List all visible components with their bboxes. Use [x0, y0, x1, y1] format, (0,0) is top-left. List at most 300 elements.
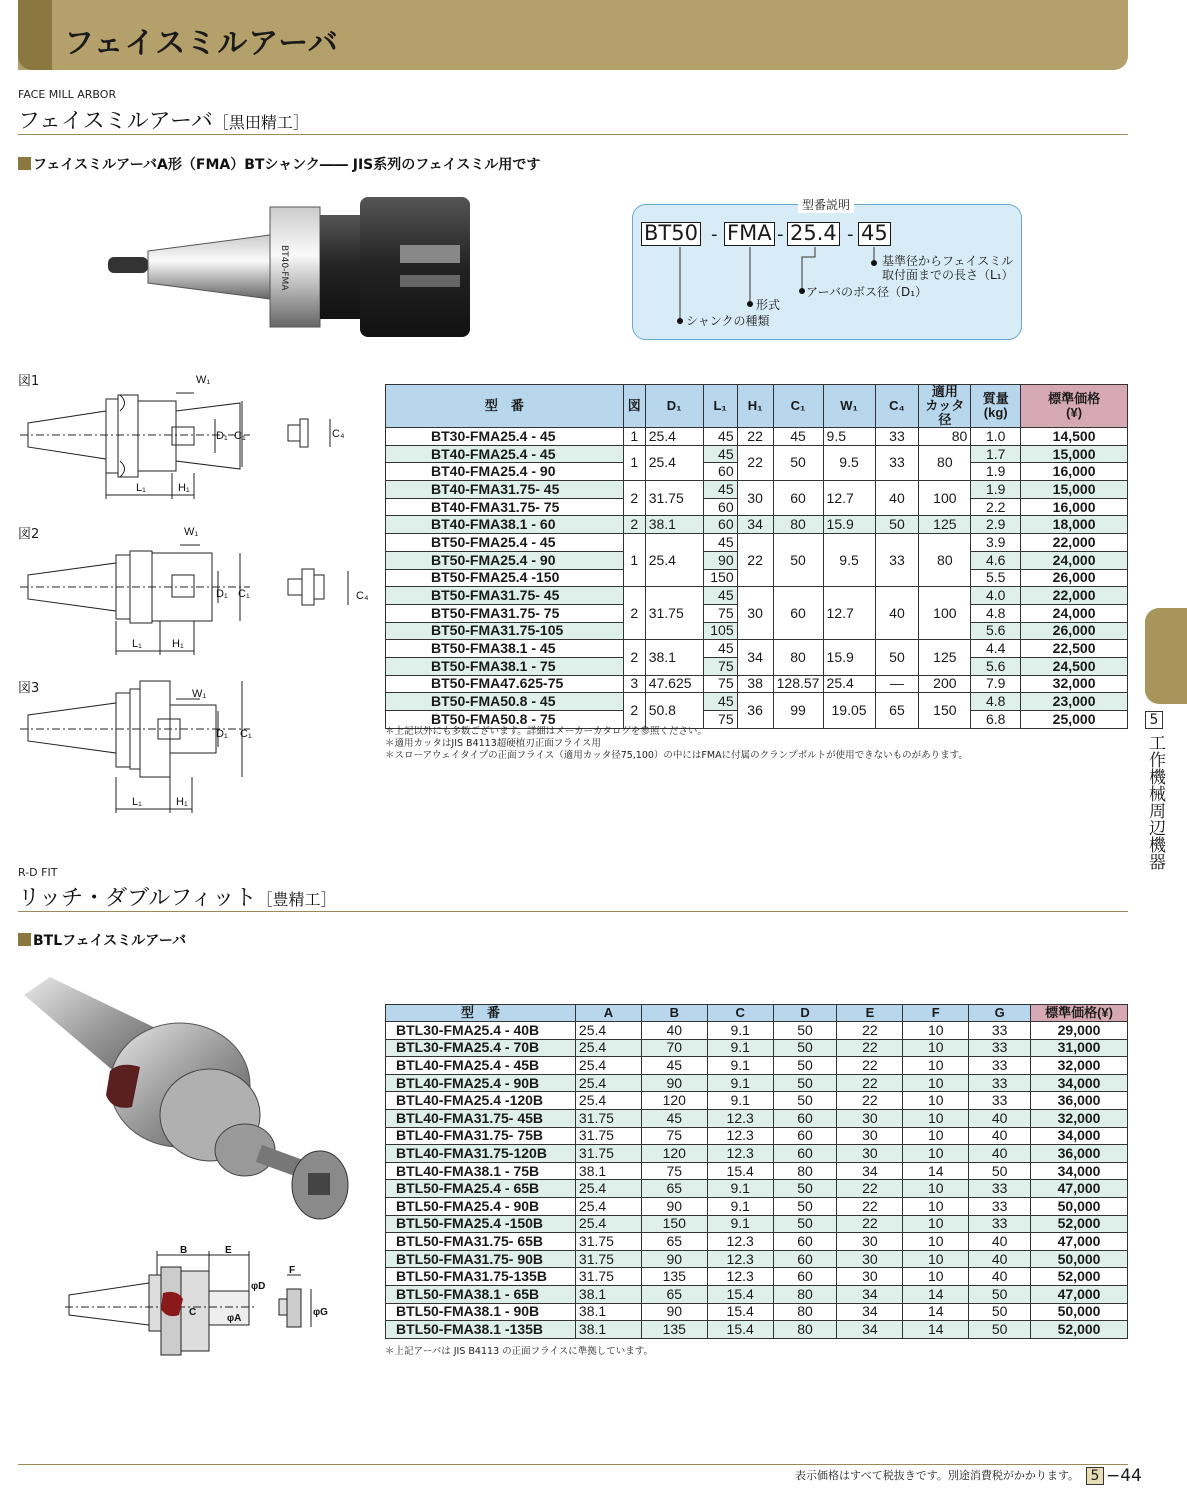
cell-d: 80	[773, 1303, 837, 1321]
cell-e: 22	[837, 1074, 903, 1092]
th-cutter-2: カッタ径	[925, 398, 965, 427]
th-mass-1: 質量	[982, 391, 1009, 406]
fig3-l1: L₁	[132, 796, 142, 808]
cell-f: 10	[903, 1039, 969, 1057]
cell-f: 10	[903, 1233, 969, 1251]
fig1-label: 図1	[18, 374, 40, 389]
cell-h1: 22	[737, 534, 773, 587]
cell-cutter: 100	[919, 481, 971, 516]
table-row	[386, 1022, 1128, 1040]
cell-f: 10	[903, 1092, 969, 1110]
cell-price: 16,000	[1021, 463, 1128, 481]
section1-en: FACE MILL ARBOR	[18, 88, 117, 101]
cell-c1: 80	[773, 640, 823, 675]
cell-d1: 31.75	[645, 481, 703, 516]
fig3-w1: W₁	[192, 688, 207, 700]
th-e: E	[837, 1005, 903, 1022]
cell-e: 22	[837, 1197, 903, 1215]
cell-mass: 1.7	[971, 445, 1021, 463]
cell-b: 40	[641, 1022, 707, 1040]
table-row	[386, 1197, 1128, 1215]
cell-price: 26,000	[1021, 569, 1128, 587]
cell-c: 9.1	[707, 1215, 773, 1233]
cell-l1: 45	[703, 587, 737, 605]
cell-model: BTL40-FMA38.1 - 75B	[386, 1162, 576, 1180]
cell-a: 31.75	[575, 1127, 641, 1145]
chapter-name: 工作機械周辺機器	[1145, 734, 1165, 870]
th-cutter	[919, 385, 971, 428]
th-price: 標準価格(¥)	[1031, 1005, 1128, 1022]
cell-price: 52,000	[1031, 1268, 1128, 1286]
cell-f: 10	[903, 1109, 969, 1127]
cell-f: 14	[903, 1303, 969, 1321]
th-model: 型 番	[386, 385, 624, 428]
cell-a: 38.1	[575, 1321, 641, 1339]
fig1-c1: C₁	[234, 430, 246, 442]
cell-price: 14,500	[1021, 428, 1128, 446]
cell-model: BT50-FMA50.8 - 45	[386, 693, 624, 711]
cell-g: 40	[969, 1145, 1031, 1163]
cell-g: 40	[969, 1268, 1031, 1286]
section2-subhead-text: BTLフェイスミルアーバ	[33, 933, 187, 949]
cell-c: 12.3	[707, 1268, 773, 1286]
cell-l1: 60	[703, 463, 737, 481]
cell-price: 47,000	[1031, 1285, 1128, 1303]
cell-f: 14	[903, 1162, 969, 1180]
fma-spec-table	[385, 384, 1128, 729]
fig-c: C	[189, 1307, 197, 1318]
cell-d: 60	[773, 1233, 837, 1251]
cell-fig: 2	[623, 481, 645, 516]
cell-d: 50	[773, 1215, 837, 1233]
th-h1: H₁	[737, 385, 773, 428]
section1-subhead-text: フェイスミルアーバA形（FMA）BTシャンク―― JIS系列のフェイスミル用です	[33, 157, 541, 173]
cell-mass: 5.6	[971, 657, 1021, 675]
cell-f: 10	[903, 1268, 969, 1286]
cell-g: 50	[969, 1162, 1031, 1180]
cell-d1: 38.1	[645, 516, 703, 534]
cell-f: 10	[903, 1022, 969, 1040]
cell-price: 36,000	[1031, 1092, 1128, 1110]
cell-l1: 90	[703, 551, 737, 569]
fig-e: E	[225, 1245, 232, 1256]
cell-model: BT50-FMA25.4 - 45	[386, 534, 624, 552]
cell-e: 22	[837, 1092, 903, 1110]
cell-model: BTL50-FMA25.4 -150B	[386, 1215, 576, 1233]
cell-f: 10	[903, 1180, 969, 1198]
cell-h1: 30	[737, 587, 773, 640]
cell-d: 60	[773, 1145, 837, 1163]
cell-f: 10	[903, 1215, 969, 1233]
code-sep-3: -	[847, 224, 854, 245]
note-length-1: 基準径からフェイスミル	[882, 254, 1014, 268]
cell-w1: 12.7	[823, 587, 875, 640]
cell-g: 33	[969, 1197, 1031, 1215]
cell-model: BTL30-FMA25.4 - 70B	[386, 1039, 576, 1057]
section1-jp: フェイスミルアーバ	[18, 109, 213, 134]
cell-d1: 47.625	[645, 675, 703, 693]
cell-a: 38.1	[575, 1285, 641, 1303]
cell-fig: 1	[623, 428, 645, 446]
cell-c4: 50	[875, 640, 919, 675]
th-model: 型 番	[386, 1005, 576, 1022]
th-c4: C₄	[875, 385, 919, 428]
cell-l1: 75	[703, 657, 737, 675]
cell-cutter: 125	[919, 640, 971, 675]
cell-model: BT40-FMA25.4 - 45	[386, 445, 624, 463]
cell-fig: 1	[623, 445, 645, 480]
cell-price: 47,000	[1031, 1180, 1128, 1198]
btl-dimension-drawing	[65, 1245, 335, 1365]
cell-a: 25.4	[575, 1197, 641, 1215]
table-row	[386, 445, 1128, 463]
th-d1: D₁	[645, 385, 703, 428]
cell-fig: 2	[623, 693, 645, 728]
cell-a: 25.4	[575, 1057, 641, 1075]
cell-a: 25.4	[575, 1215, 641, 1233]
cell-a: 31.75	[575, 1109, 641, 1127]
cell-e: 30	[837, 1250, 903, 1268]
cell-model: BTL40-FMA31.75- 75B	[386, 1127, 576, 1145]
cell-e: 22	[837, 1022, 903, 1040]
cell-model: BT50-FMA25.4 -150	[386, 569, 624, 587]
th-a: A	[575, 1005, 641, 1022]
cell-c4: 33	[875, 445, 919, 480]
th-price	[1021, 385, 1128, 428]
cell-h1: 22	[737, 445, 773, 480]
cell-price: 32,000	[1031, 1057, 1128, 1075]
cell-f: 10	[903, 1145, 969, 1163]
cell-price: 24,000	[1021, 604, 1128, 622]
cell-f: 10	[903, 1074, 969, 1092]
th-d: D	[773, 1005, 837, 1022]
cell-d1: 25.4	[645, 445, 703, 480]
code-type: FMA	[724, 222, 775, 246]
table-row	[386, 1092, 1128, 1110]
th-l1: L₁	[703, 385, 737, 428]
cell-price: 50,000	[1031, 1303, 1128, 1321]
table-row	[386, 693, 1128, 711]
section1-subhead	[18, 154, 540, 174]
cell-w1: 9.5	[823, 445, 875, 480]
cell-c: 9.1	[707, 1039, 773, 1057]
cell-e: 34	[837, 1321, 903, 1339]
cell-fig: 2	[623, 516, 645, 534]
cell-b: 120	[641, 1092, 707, 1110]
header-accent	[18, 0, 52, 70]
cell-model: BTL50-FMA25.4 - 90B	[386, 1197, 576, 1215]
table-row	[386, 1285, 1128, 1303]
note-length-2: 取付面までの長さ（L₁）	[882, 268, 1014, 282]
section2-en: R-D FIT	[18, 866, 58, 879]
cell-mass: 5.5	[971, 569, 1021, 587]
cell-model: BT50-FMA38.1 - 75	[386, 657, 624, 675]
cell-c: 9.1	[707, 1092, 773, 1110]
cell-g: 40	[969, 1250, 1031, 1268]
cell-a: 38.1	[575, 1162, 641, 1180]
th-w1: W₁	[823, 385, 875, 428]
cell-price: 47,000	[1031, 1233, 1128, 1251]
cell-model: BT50-FMA31.75- 75	[386, 604, 624, 622]
btl-spec-table	[385, 1004, 1128, 1339]
section1-rule	[18, 134, 1128, 135]
cell-d: 50	[773, 1039, 837, 1057]
cell-mass: 1.9	[971, 481, 1021, 499]
page-number: −44	[1106, 1466, 1142, 1486]
cell-a: 25.4	[575, 1022, 641, 1040]
chapter-number: 5	[1145, 711, 1163, 729]
cell-cutter: 125	[919, 516, 971, 534]
note-line: ＊上記以外にも多数ございます。詳細はメーカーカタログを参照ください。	[385, 726, 707, 737]
cell-c: 12.3	[707, 1233, 773, 1251]
cell-fig: 3	[623, 675, 645, 693]
cell-g: 50	[969, 1321, 1031, 1339]
cell-model: BTL50-FMA38.1 - 65B	[386, 1285, 576, 1303]
th-cutter-1: 適用	[931, 384, 958, 399]
cell-w1: 15.9	[823, 516, 875, 534]
cell-l1: 45	[703, 445, 737, 463]
cell-c1: 50	[773, 534, 823, 587]
cell-price: 22,000	[1021, 534, 1128, 552]
cell-price: 34,000	[1031, 1074, 1128, 1092]
cell-mass: 3.9	[971, 534, 1021, 552]
cell-e: 30	[837, 1233, 903, 1251]
table2-note: ＊上記アーバは JIS B4113 の正面フライスに準拠しています。	[385, 1346, 653, 1357]
cell-fig: 2	[623, 640, 645, 675]
note-type: 形式	[756, 298, 781, 312]
cell-c: 15.4	[707, 1303, 773, 1321]
cell-mass: 2.9	[971, 516, 1021, 534]
cell-w1: 12.7	[823, 481, 875, 516]
cell-l1: 45	[703, 534, 737, 552]
cell-c4: 65	[875, 693, 919, 728]
cell-l1: 45	[703, 481, 737, 499]
cell-d: 80	[773, 1285, 837, 1303]
cell-l1: 60	[703, 516, 737, 534]
cell-model: BTL40-FMA25.4 - 90B	[386, 1074, 576, 1092]
cell-b: 135	[641, 1321, 707, 1339]
cell-g: 40	[969, 1127, 1031, 1145]
fig2-c1: C₁	[238, 588, 250, 600]
th-b: B	[641, 1005, 707, 1022]
cell-l1: 45	[703, 693, 737, 711]
cell-price: 15,000	[1021, 481, 1128, 499]
fig-d: φD	[251, 1281, 266, 1292]
table-row	[386, 1074, 1128, 1092]
cell-g: 50	[969, 1285, 1031, 1303]
cell-l1: 60	[703, 498, 737, 516]
fig2-h1: H₁	[172, 638, 184, 650]
cell-model: BT50-FMA31.75-105	[386, 622, 624, 640]
cell-d: 80	[773, 1162, 837, 1180]
cell-mass: 4.0	[971, 587, 1021, 605]
cell-fig: 2	[623, 587, 645, 640]
fig3-d1: D₁	[216, 728, 228, 740]
cell-f: 10	[903, 1127, 969, 1145]
cell-l1: 105	[703, 622, 737, 640]
cell-f: 10	[903, 1250, 969, 1268]
cell-w1: 9.5	[823, 428, 875, 446]
cell-model: BTL30-FMA25.4 - 40B	[386, 1022, 576, 1040]
fig2-w1: W₁	[184, 526, 199, 538]
cell-price: 16,000	[1021, 498, 1128, 516]
footer-note: 表示価格はすべて税抜きです。別途消費税がかかります。	[795, 1469, 1080, 1482]
cell-h1: 34	[737, 640, 773, 675]
cell-c: 12.3	[707, 1127, 773, 1145]
cell-a: 38.1	[575, 1303, 641, 1321]
code-length: 45	[858, 222, 891, 246]
square-bullet-icon	[18, 933, 31, 946]
cell-a: 31.75	[575, 1145, 641, 1163]
cell-model: BTL50-FMA31.75- 65B	[386, 1233, 576, 1251]
cell-mass: 1.9	[971, 463, 1021, 481]
cell-a: 25.4	[575, 1180, 641, 1198]
cell-model: BT50-FMA38.1 - 45	[386, 640, 624, 658]
table-row	[386, 428, 1128, 446]
cell-model: BT40-FMA25.4 - 90	[386, 463, 624, 481]
th-price-2: (¥)	[1066, 405, 1083, 420]
table-row	[386, 1109, 1128, 1127]
cell-model: BT30-FMA25.4 - 45	[386, 428, 624, 446]
face-mill-arbor-photo	[100, 185, 480, 345]
cell-d: 60	[773, 1127, 837, 1145]
table1-notes	[385, 726, 968, 762]
cell-c: 15.4	[707, 1321, 773, 1339]
fig1-h1: H₁	[178, 482, 190, 494]
cell-mass: 4.8	[971, 693, 1021, 711]
cell-cutter: 80	[919, 534, 971, 587]
table-row	[386, 481, 1128, 499]
fig2-label: 図2	[18, 527, 40, 542]
cell-d: 50	[773, 1074, 837, 1092]
cell-price: 15,000	[1021, 445, 1128, 463]
cell-h1: 34	[737, 516, 773, 534]
cell-model: BTL40-FMA25.4 - 45B	[386, 1057, 576, 1075]
cell-price: 25,000	[1021, 711, 1128, 729]
code-sep-2: -	[777, 224, 784, 245]
section1-maker: ［黒田精工］	[212, 113, 309, 132]
cell-c: 12.3	[707, 1145, 773, 1163]
cell-price: 50,000	[1031, 1197, 1128, 1215]
th-mass	[971, 385, 1021, 428]
th-mass-2: (kg)	[983, 405, 1008, 420]
table-row	[386, 675, 1128, 693]
cell-w1: 9.5	[823, 534, 875, 587]
cell-e: 34	[837, 1162, 903, 1180]
th-fig: 図	[623, 385, 645, 428]
cell-mass: 1.0	[971, 428, 1021, 446]
cell-c: 15.4	[707, 1162, 773, 1180]
cell-d: 60	[773, 1268, 837, 1286]
cell-l1: 45	[703, 428, 737, 446]
section2-rule	[18, 911, 1128, 912]
cell-d1: 31.75	[645, 587, 703, 640]
cell-c4: 50	[875, 516, 919, 534]
cell-g: 33	[969, 1057, 1031, 1075]
cell-e: 22	[837, 1215, 903, 1233]
cell-g: 33	[969, 1215, 1031, 1233]
cell-e: 34	[837, 1285, 903, 1303]
cell-d1: 38.1	[645, 640, 703, 675]
th-price-1: 標準価格	[1048, 391, 1101, 406]
cell-g: 40	[969, 1233, 1031, 1251]
cell-model: BTL50-FMA38.1 -135B	[386, 1321, 576, 1339]
cell-e: 34	[837, 1303, 903, 1321]
cell-e: 30	[837, 1268, 903, 1286]
fig2-d1: D₁	[216, 588, 228, 600]
cell-fig: 1	[623, 534, 645, 587]
cell-c: 9.1	[707, 1057, 773, 1075]
table-row	[386, 516, 1128, 534]
cell-c1: 128.57	[773, 675, 823, 693]
cell-cutter: 100	[919, 587, 971, 640]
cell-c: 9.1	[707, 1074, 773, 1092]
cell-c: 9.1	[707, 1180, 773, 1198]
cell-b: 45	[641, 1109, 707, 1127]
cell-model: BT40-FMA31.75- 75	[386, 498, 624, 516]
fig-g: φG	[313, 1307, 328, 1318]
fig2-l1: L₁	[132, 638, 142, 650]
fig-a: φA	[227, 1313, 242, 1324]
cell-d1: 25.4	[645, 428, 703, 446]
cell-cutter: 200	[919, 675, 971, 693]
cell-mass: 4.6	[971, 551, 1021, 569]
cell-b: 70	[641, 1039, 707, 1057]
cell-e: 30	[837, 1145, 903, 1163]
cell-d: 80	[773, 1321, 837, 1339]
cell-model: BTL50-FMA38.1 - 90B	[386, 1303, 576, 1321]
cell-model: BT50-FMA50.8 - 75	[386, 711, 624, 729]
cell-e: 30	[837, 1109, 903, 1127]
cell-model: BTL40-FMA31.75-120B	[386, 1145, 576, 1163]
cell-mass: 6.8	[971, 711, 1021, 729]
dimension-drawings	[20, 374, 369, 825]
page-title: フェイスミルアーバ	[64, 26, 339, 61]
cell-h1: 30	[737, 481, 773, 516]
cell-e: 22	[837, 1039, 903, 1057]
cell-c1: 60	[773, 481, 823, 516]
fig-b: B	[180, 1245, 188, 1256]
cell-b: 65	[641, 1180, 707, 1198]
cell-l1: 150	[703, 569, 737, 587]
cell-w1: 19.05	[823, 693, 875, 728]
cell-model: BT50-FMA47.625-75	[386, 675, 624, 693]
cell-mass: 7.9	[971, 675, 1021, 693]
section1-title	[18, 104, 309, 135]
fig1-w1: W₁	[196, 374, 211, 386]
cell-price: 23,000	[1021, 693, 1128, 711]
table-row	[386, 1321, 1128, 1339]
cell-a: 25.4	[575, 1039, 641, 1057]
cell-price: 36,000	[1031, 1145, 1128, 1163]
btl-arbor-photo	[20, 975, 360, 1225]
cell-w1: 25.4	[823, 675, 875, 693]
table-row	[386, 1039, 1128, 1057]
table-row	[386, 1145, 1128, 1163]
table-row	[386, 1268, 1128, 1286]
table-row	[386, 1303, 1128, 1321]
code-sep-1: -	[711, 224, 718, 245]
cell-b: 75	[641, 1162, 707, 1180]
fig1-d1: D₁	[216, 430, 228, 442]
cell-c1: 45	[773, 428, 823, 446]
cell-price: 34,000	[1031, 1162, 1128, 1180]
cell-model: BT40-FMA31.75- 45	[386, 481, 624, 499]
table-row	[386, 1215, 1128, 1233]
cell-cutter: 80	[919, 428, 971, 446]
section2-subhead	[18, 930, 186, 950]
cell-d1: 50.8	[645, 693, 703, 728]
